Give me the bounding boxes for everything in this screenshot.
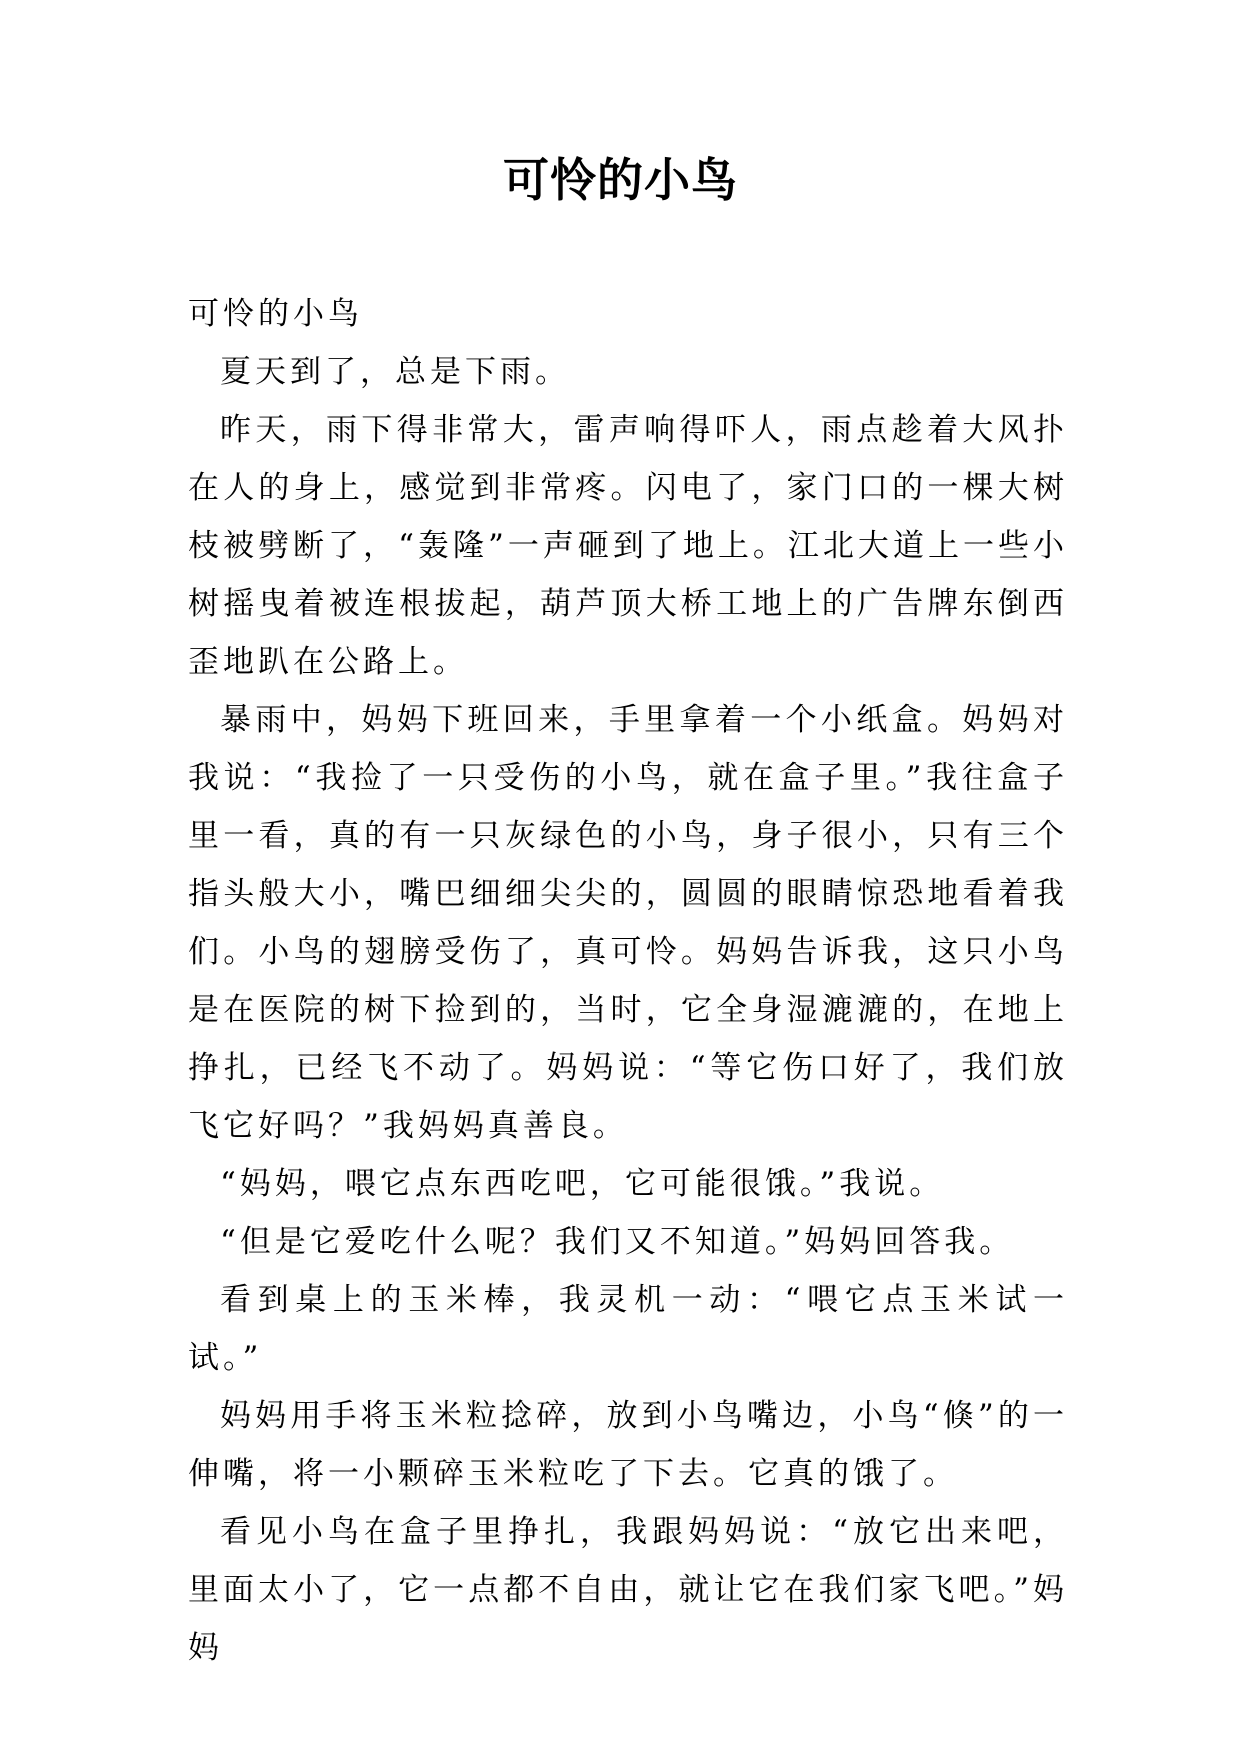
paragraph: 看到桌上的玉米棒，我灵机一动：“喂它点玉米试一试。” — [188, 1282, 1068, 1376]
paragraph: 妈妈用手将玉米粒捻碎，放到小鸟嘴边，小鸟“倏”的一伸嘴，将一小颗碎玉米粒吃了下去。它真的饿了。 — [188, 1398, 1068, 1492]
document-title: 可怜的小鸟 — [503, 153, 738, 207]
document-body — [188, 285, 1068, 1677]
paragraph: 昨天，雨下得非常大，雷声响得吓人，雨点趁着大风扑在人的身上，感觉到非常疼。闪电了，家门口的一棵大树枝被劈断了，“轰隆”一声砸到了地上。江北大道上一些小树摇曳着被连根拔起，葫芦顶大桥工地上的广告牌东倒西歪地趴在公路上。 — [188, 412, 1068, 680]
paragraph: 夏天到了，总是下雨。 — [220, 354, 570, 390]
paragraph: 看见小鸟在盒子里挣扎，我跟妈妈说：“放它出来吧，里面太小了，它一点都不自由，就让它在我们家飞吧。”妈妈 — [188, 1514, 1068, 1666]
paragraph: “妈妈，喂它点东西吃吧，它可能很饿。”我说。 — [220, 1166, 945, 1202]
paragraph: 暴雨中，妈妈下班回来，手里拿着一个小纸盒。妈妈对我说：“我捡了一只受伤的小鸟，就在盒子里。”我往盒子里一看，真的有一只灰绿色的小鸟，身子很小，只有三个指头般大小，嘴巴细细尖尖的，圆圆的眼睛惊恐地看着我们。小鸟的翅膀受伤了，真可怜。妈妈告诉我，这只小鸟是在医院的树下捡到的，当时，它全身湿漉漉的，在地上挣扎，已经飞不动了。妈妈说：“等它伤口好了，我们放飞它好吗？”我妈妈真善良。 — [188, 702, 1068, 1144]
paragraph: “但是它爱吃什么呢？我们又不知道。”妈妈回答我。 — [220, 1224, 1015, 1260]
paragraph-subtitle: 可怜的小鸟 — [188, 296, 363, 332]
